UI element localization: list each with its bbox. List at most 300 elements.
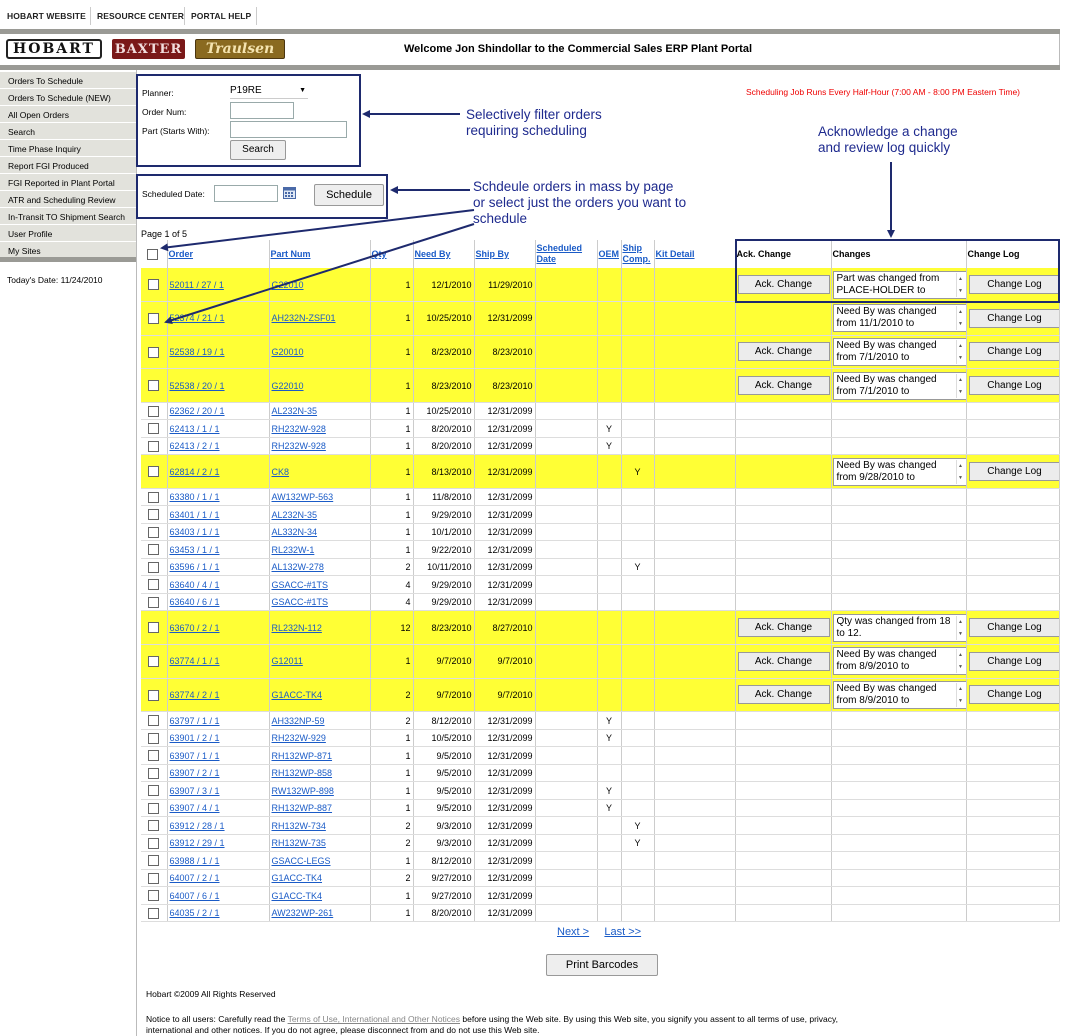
top-navigation: [0, 0, 1072, 30]
ship-comp-cell: [621, 576, 654, 594]
change-log-button[interactable]: Change Log: [969, 462, 1060, 481]
print-barcodes-button[interactable]: Print Barcodes: [546, 954, 658, 976]
row-checkbox[interactable]: [148, 750, 159, 761]
order-link[interactable]: 62362 / 20 / 1: [169, 406, 225, 417]
row-checkbox[interactable]: [148, 380, 159, 391]
part-link[interactable]: G22010: [271, 380, 304, 391]
ack-change-button[interactable]: Ack. Change: [738, 342, 830, 361]
sort-scheduled-date-link[interactable]: Scheduled Date: [536, 243, 583, 264]
qty-cell: 1: [370, 645, 413, 679]
sidebar-item-report-fgi-produced[interactable]: Report FGI Produced: [0, 157, 136, 174]
part-cell: [269, 455, 370, 489]
scheduled-date-cell: [535, 887, 597, 905]
kit-detail-cell: [654, 268, 735, 302]
ack-cell: [735, 904, 831, 922]
changes-cell: [831, 593, 966, 611]
row-checkbox[interactable]: [148, 908, 159, 919]
part-link[interactable]: CK8: [271, 466, 290, 477]
schedule-panel: [136, 174, 388, 219]
qty-cell: 1: [370, 455, 413, 489]
row-checkbox[interactable]: [148, 597, 159, 608]
sort-order-link[interactable]: Order: [168, 249, 194, 259]
order-link[interactable]: 63912 / 28 / 1: [169, 820, 225, 831]
row-checkbox[interactable]: [148, 441, 159, 452]
row-checkbox[interactable]: [148, 785, 159, 796]
order-cell: [167, 869, 269, 887]
row-checkbox[interactable]: [148, 544, 159, 555]
part-link[interactable]: G1ACC-TK4: [271, 873, 323, 883]
scheduled-date-cell: [535, 523, 597, 541]
sidebar-item-orders-to-schedule[interactable]: Orders To Schedule: [0, 72, 136, 89]
row-checkbox[interactable]: [148, 622, 159, 633]
col-qty[interactable]: [370, 240, 413, 268]
scroll-arrows-icon[interactable]: ▲ ▼: [956, 460, 965, 484]
ship-comp-cell: [621, 541, 654, 559]
part-link[interactable]: G12011: [271, 656, 303, 667]
need-by-cell: 9/5/2010: [413, 782, 474, 800]
part-link[interactable]: RH132WP-858: [271, 768, 333, 778]
sort-need-by-link[interactable]: Need By: [414, 249, 451, 259]
changes-cell: [831, 678, 966, 712]
order-link[interactable]: 52374 / 21 / 1: [169, 313, 225, 324]
scroll-arrows-icon[interactable]: ▲ ▼: [956, 306, 965, 330]
row-checkbox[interactable]: [148, 838, 159, 849]
part-link[interactable]: AW132WP-563: [271, 492, 334, 503]
qty-cell: 2: [370, 817, 413, 835]
change-log-button[interactable]: Change Log: [969, 376, 1060, 395]
kit-detail-cell: [654, 747, 735, 765]
oem-cell: [597, 541, 621, 559]
log-cell: [966, 799, 1059, 817]
row-checkbox[interactable]: [148, 890, 159, 901]
last-page-link[interactable]: Last >>: [604, 926, 642, 938]
sidebar-item-search[interactable]: Search: [0, 123, 136, 140]
row-checkbox[interactable]: [148, 768, 159, 779]
order-link[interactable]: 63403 / 1 / 1: [169, 527, 220, 538]
order-link[interactable]: 62814 / 2 / 1: [169, 466, 220, 477]
part-link[interactable]: AH232N-ZSF01: [271, 313, 336, 324]
order-link[interactable]: 63596 / 1 / 1: [169, 562, 220, 573]
table-row: [141, 541, 1059, 559]
oem-cell: [597, 869, 621, 887]
col-oem[interactable]: [597, 240, 621, 268]
row-checkbox[interactable]: [148, 855, 159, 866]
sort-qty-link[interactable]: Qty: [371, 249, 387, 259]
changes-textarea[interactable]: [833, 614, 967, 642]
part-link[interactable]: RL232W-1: [271, 544, 315, 555]
row-select-cell: [141, 645, 167, 679]
sort-part-link[interactable]: Part Num: [270, 249, 311, 259]
ack-cell: [735, 523, 831, 541]
scroll-arrows-icon[interactable]: ▲ ▼: [956, 616, 965, 640]
ship-comp-cell: [621, 782, 654, 800]
row-checkbox[interactable]: [148, 509, 159, 520]
oem-cell: [597, 611, 621, 645]
ack-cell: [735, 887, 831, 905]
sort-oem-link[interactable]: OEM: [598, 249, 620, 259]
order-link[interactable]: 52538 / 20 / 1: [169, 380, 225, 391]
part-link[interactable]: G22010: [271, 279, 304, 290]
row-select-cell: [141, 455, 167, 489]
order-link[interactable]: 63988 / 1 / 1: [169, 855, 220, 866]
log-cell: [966, 541, 1059, 559]
order-cell: [167, 455, 269, 489]
part-link[interactable]: AL332N-34: [271, 527, 318, 538]
row-checkbox[interactable]: [148, 347, 159, 358]
qty-cell: 1: [370, 369, 413, 403]
portal-help-link[interactable]: PORTAL HELP: [191, 11, 252, 21]
row-select-cell: [141, 558, 167, 576]
hobart-website-link[interactable]: HOBART WEBSITE: [7, 11, 86, 21]
change-log-button[interactable]: Change Log: [969, 309, 1060, 328]
kit-detail-cell: [654, 488, 735, 506]
order-link[interactable]: 63907 / 4 / 1: [169, 803, 220, 813]
table-row: [141, 506, 1059, 524]
part-link[interactable]: AH332NP-59: [271, 715, 325, 726]
order-link[interactable]: 63401 / 1 / 1: [169, 509, 220, 520]
order-link[interactable]: 63901 / 2 / 1: [169, 733, 220, 743]
changes-textarea[interactable]: [833, 338, 967, 366]
log-cell: [966, 488, 1059, 506]
need-by-cell: 8/20/2010: [413, 904, 474, 922]
row-checkbox[interactable]: [148, 733, 159, 744]
qty-cell: 2: [370, 834, 413, 852]
col-order[interactable]: [167, 240, 269, 268]
changes-cell: [831, 852, 966, 870]
sort-kit-detail-link[interactable]: Kit Detail: [655, 249, 695, 259]
change-log-button[interactable]: Change Log: [969, 275, 1060, 294]
scroll-arrows-icon[interactable]: ▲ ▼: [956, 683, 965, 707]
ack-change-button[interactable]: Ack. Change: [738, 275, 830, 294]
next-page-link[interactable]: Next >: [557, 926, 590, 938]
calendar-icon[interactable]: [283, 186, 296, 199]
part-link[interactable]: G20010: [271, 346, 304, 357]
row-checkbox[interactable]: [148, 466, 159, 477]
col-scheduled-date[interactable]: [535, 240, 597, 268]
row-checkbox[interactable]: [148, 313, 159, 324]
part-link[interactable]: RH132WP-871: [271, 750, 333, 761]
need-by-cell: 8/23/2010: [413, 335, 474, 369]
sidebar-item-in-transit-search[interactable]: In-Transit TO Shipment Search: [0, 208, 136, 225]
ship-by-cell: 12/31/2099: [474, 420, 535, 438]
order-link[interactable]: 62413 / 2 / 1: [169, 441, 220, 452]
terms-link[interactable]: Terms of Use, International and Other Notices: [287, 1014, 461, 1024]
ack-cell: [735, 576, 831, 594]
part-cell: [269, 712, 370, 730]
col-part[interactable]: [269, 240, 370, 268]
order-link[interactable]: 63907 / 1 / 1: [169, 750, 220, 761]
kit-detail-cell: [654, 887, 735, 905]
order-link[interactable]: 63640 / 4 / 1: [169, 579, 220, 590]
ship-by-cell: 11/29/2010: [474, 268, 535, 302]
ship-by-cell: 12/31/2099: [474, 402, 535, 420]
scheduled-date-cell: [535, 558, 597, 576]
row-select-cell: [141, 488, 167, 506]
qty-cell: 1: [370, 488, 413, 506]
part-link[interactable]: GSACC-#1TS: [271, 597, 329, 608]
ship-by-cell: 12/31/2099: [474, 506, 535, 524]
order-cell: [167, 541, 269, 559]
ack-cell: [735, 611, 831, 645]
row-select-cell: [141, 268, 167, 302]
ack-cell: [735, 712, 831, 730]
part-link[interactable]: AL232N-35: [271, 406, 318, 417]
pager: [557, 926, 641, 938]
qty-cell: 1: [370, 268, 413, 302]
row-checkbox[interactable]: [148, 656, 159, 667]
oem-cell: [597, 747, 621, 765]
kit-detail-cell: [654, 455, 735, 489]
order-cell: [167, 747, 269, 765]
scroll-arrows-icon[interactable]: ▲ ▼: [956, 649, 965, 673]
change-log-button[interactable]: Change Log: [969, 652, 1060, 671]
order-cell: [167, 611, 269, 645]
scroll-arrows-icon[interactable]: ▲ ▼: [956, 340, 965, 364]
need-by-cell: 9/7/2010: [413, 645, 474, 679]
order-link[interactable]: 64007 / 2 / 1: [169, 873, 220, 883]
order-link[interactable]: 64007 / 6 / 1: [169, 890, 220, 901]
table-row: [141, 420, 1059, 438]
part-link[interactable]: RL232N-112: [271, 622, 322, 633]
kit-detail-cell: [654, 437, 735, 455]
row-checkbox[interactable]: [148, 820, 159, 831]
order-link[interactable]: 52538 / 19 / 1: [169, 346, 225, 357]
changes-cell: [831, 402, 966, 420]
part-link[interactable]: GSACC-#1TS: [271, 579, 329, 590]
scroll-arrows-icon[interactable]: ▲ ▼: [956, 374, 965, 398]
col-ship-comp[interactable]: [621, 240, 654, 268]
part-link[interactable]: AW232WP-261: [271, 908, 334, 918]
resource-center-link[interactable]: RESOURCE CENTER: [97, 11, 184, 21]
row-checkbox[interactable]: [148, 423, 159, 434]
table-row: [141, 523, 1059, 541]
traulsen-logo[interactable]: Traulsen: [195, 39, 285, 59]
ack-change-button[interactable]: Ack. Change: [738, 685, 830, 704]
oem-cell: [597, 302, 621, 336]
ship-comp-cell: [621, 402, 654, 420]
part-input[interactable]: [230, 121, 347, 138]
changes-textarea[interactable]: [833, 647, 967, 675]
row-checkbox[interactable]: [148, 690, 159, 701]
need-by-cell: 8/20/2010: [413, 420, 474, 438]
log-cell: [966, 869, 1059, 887]
row-select-cell: [141, 611, 167, 645]
planner-select[interactable]: [230, 85, 308, 99]
need-by-cell: 9/3/2010: [413, 834, 474, 852]
part-cell: [269, 576, 370, 594]
scheduled-date-input[interactable]: [214, 185, 278, 202]
part-link[interactable]: RH132W-735: [271, 838, 326, 848]
need-by-cell: 9/27/2010: [413, 869, 474, 887]
ack-cell: [735, 834, 831, 852]
scheduled-date-cell: [535, 437, 597, 455]
row-select-cell: [141, 523, 167, 541]
change-log-button[interactable]: Change Log: [969, 342, 1060, 361]
part-link[interactable]: RH232W-928: [271, 441, 326, 452]
hobart-logo[interactable]: HOBART: [6, 39, 102, 59]
part-cell: [269, 558, 370, 576]
row-select-cell: [141, 887, 167, 905]
changes-cell: [831, 455, 966, 489]
row-checkbox[interactable]: [148, 406, 159, 417]
page-header: [0, 34, 1060, 65]
ship-comp-cell: [621, 523, 654, 541]
sidebar-item-orders-to-schedule-new[interactable]: Orders To Schedule (NEW): [0, 89, 136, 106]
row-checkbox[interactable]: [148, 715, 159, 726]
log-cell: [966, 593, 1059, 611]
order-link[interactable]: 52011 / 27 / 1: [169, 279, 224, 290]
part-cell: [269, 369, 370, 403]
ship-by-cell: 8/27/2010: [474, 611, 535, 645]
order-link[interactable]: 63907 / 2 / 1: [169, 768, 220, 778]
changes-cell: [831, 558, 966, 576]
qty-cell: 2: [370, 712, 413, 730]
need-by-cell: 9/7/2010: [413, 678, 474, 712]
part-cell: [269, 799, 370, 817]
order-link[interactable]: 64035 / 2 / 1: [169, 908, 220, 918]
table-row: [141, 593, 1059, 611]
order-link[interactable]: 63640 / 6 / 1: [169, 597, 220, 608]
changes-cell: [831, 611, 966, 645]
changes-textarea[interactable]: [833, 372, 967, 400]
ship-by-cell: 12/31/2099: [474, 904, 535, 922]
sidebar-item-time-phase-inquiry[interactable]: Time Phase Inquiry: [0, 140, 136, 157]
changes-textarea[interactable]: [833, 458, 967, 486]
ack-cell: [735, 437, 831, 455]
row-checkbox[interactable]: [148, 873, 159, 884]
ack-change-button[interactable]: Ack. Change: [738, 376, 830, 395]
qty-cell: 1: [370, 887, 413, 905]
ship-by-cell: 8/23/2010: [474, 335, 535, 369]
table-row: [141, 869, 1059, 887]
ack-cell: [735, 335, 831, 369]
need-by-cell: 12/1/2010: [413, 268, 474, 302]
changes-cell: [831, 799, 966, 817]
part-cell: [269, 645, 370, 679]
sidebar-item-atr-scheduling-review[interactable]: ATR and Scheduling Review: [0, 191, 136, 208]
part-link[interactable]: RW132WP-898: [271, 785, 334, 796]
row-select-cell: [141, 506, 167, 524]
part-link[interactable]: RH232W-928: [271, 423, 326, 434]
row-checkbox[interactable]: [148, 527, 159, 538]
ack-change-button[interactable]: Ack. Change: [738, 618, 830, 637]
baxter-logo[interactable]: BAXTER: [112, 39, 185, 59]
order-cell: [167, 488, 269, 506]
sidebar-item-all-open-orders[interactable]: All Open Orders: [0, 106, 136, 123]
oem-cell: Y: [597, 782, 621, 800]
row-checkbox[interactable]: [148, 562, 159, 573]
kit-detail-cell: [654, 852, 735, 870]
order-cell: [167, 523, 269, 541]
row-checkbox[interactable]: [148, 492, 159, 503]
scroll-arrows-icon[interactable]: ▲ ▼: [956, 273, 965, 297]
change-log-button[interactable]: Change Log: [969, 618, 1060, 637]
part-link[interactable]: RH132WP-887: [271, 803, 333, 813]
oem-cell: [597, 455, 621, 489]
row-select-cell: [141, 541, 167, 559]
order-link[interactable]: 63907 / 3 / 1: [169, 785, 220, 796]
changes-textarea[interactable]: [833, 304, 967, 332]
select-all-checkbox[interactable]: [147, 249, 158, 260]
row-select-cell: [141, 869, 167, 887]
changes-textarea[interactable]: [833, 681, 967, 709]
kit-detail-cell: [654, 611, 735, 645]
sidebar-item-user-profile[interactable]: User Profile: [0, 225, 136, 242]
col-changes: Changes: [831, 240, 966, 268]
order-link[interactable]: 62413 / 1 / 1: [169, 423, 220, 434]
part-link[interactable]: RH232W-929: [271, 733, 326, 743]
row-checkbox[interactable]: [148, 579, 159, 590]
order-link[interactable]: 63380 / 1 / 1: [169, 492, 220, 503]
sort-ship-comp-link[interactable]: Ship Comp.: [622, 243, 651, 264]
scheduled-date-label: Scheduled Date:: [142, 189, 205, 199]
sort-ship-by-link[interactable]: Ship By: [475, 249, 510, 259]
col-ship-by[interactable]: [474, 240, 535, 268]
change-log-button[interactable]: Change Log: [969, 685, 1060, 704]
col-kit-detail[interactable]: [654, 240, 735, 268]
need-by-cell: 9/29/2010: [413, 593, 474, 611]
row-select-cell: [141, 369, 167, 403]
need-by-cell: 8/12/2010: [413, 852, 474, 870]
qty-cell: 1: [370, 904, 413, 922]
oem-cell: Y: [597, 799, 621, 817]
ack-change-button[interactable]: Ack. Change: [738, 652, 830, 671]
order-link[interactable]: 63670 / 2 / 1: [169, 622, 220, 633]
ack-cell: [735, 678, 831, 712]
ship-by-cell: 12/31/2099: [474, 712, 535, 730]
ship-comp-cell: [621, 869, 654, 887]
kit-detail-cell: [654, 782, 735, 800]
part-link[interactable]: RH132W-734: [271, 820, 326, 831]
part-cell: [269, 611, 370, 645]
sidebar-item-fgi-reported[interactable]: FGI Reported in Plant Portal: [0, 174, 136, 191]
order-link[interactable]: 63774 / 2 / 1: [169, 689, 220, 700]
ship-by-cell: 12/31/2099: [474, 764, 535, 782]
part-cell: [269, 887, 370, 905]
row-checkbox[interactable]: [148, 279, 159, 290]
part-link[interactable]: GSACC-LEGS: [271, 855, 331, 866]
part-link[interactable]: AL232N-35: [271, 509, 318, 520]
part-link[interactable]: G1ACC-TK4: [271, 689, 323, 700]
order-link[interactable]: 63453 / 1 / 1: [169, 544, 220, 555]
kit-detail-cell: [654, 506, 735, 524]
oem-cell: [597, 523, 621, 541]
oem-cell: [597, 369, 621, 403]
row-checkbox[interactable]: [148, 803, 159, 814]
ack-cell: [735, 506, 831, 524]
change-text: Need By was changed from 9/28/2010 to: [836, 459, 937, 483]
need-by-cell: 9/5/2010: [413, 747, 474, 765]
search-button[interactable]: Search: [230, 140, 286, 160]
order-cell: [167, 678, 269, 712]
changes-cell: [831, 420, 966, 438]
table-row: [141, 712, 1059, 730]
oem-cell: [597, 488, 621, 506]
ship-comp-cell: Y: [621, 834, 654, 852]
annotation-filter: Selectively filter orders requiring scheduling: [466, 107, 602, 138]
col-need-by[interactable]: [413, 240, 474, 268]
schedule-button[interactable]: Schedule: [314, 184, 384, 206]
part-link[interactable]: G1ACC-TK4: [271, 890, 323, 901]
order-link[interactable]: 63774 / 1 / 1: [169, 656, 220, 667]
order-link[interactable]: 63797 / 1 / 1: [169, 715, 220, 726]
part-link[interactable]: AL132W-278: [271, 562, 324, 573]
ack-cell: [735, 852, 831, 870]
order-num-input[interactable]: [230, 102, 294, 119]
sidebar-item-my-sites[interactable]: My Sites: [0, 242, 136, 259]
kit-detail-cell: [654, 541, 735, 559]
order-link[interactable]: 63912 / 29 / 1: [169, 838, 225, 848]
